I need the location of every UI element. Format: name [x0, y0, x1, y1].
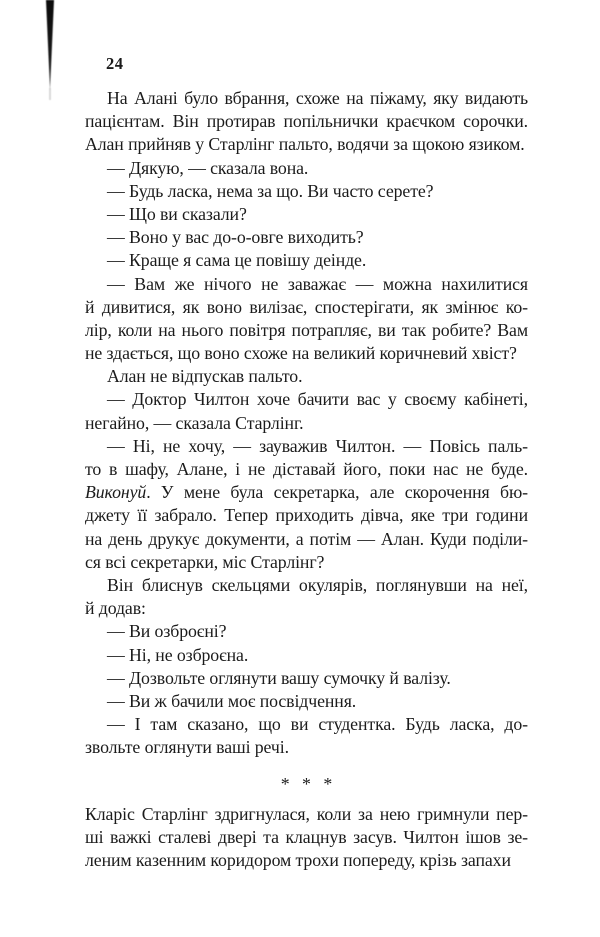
paragraph	[85, 226, 528, 249]
paragraph	[85, 273, 528, 366]
text-line: негайно, — сказала Старлінг.	[85, 412, 304, 433]
text-line: — Ні, не хочу, — зауважив Чилтон. — Повісь паль-	[107, 435, 528, 456]
text-segment: . У мене була секретарка, але скорочення бю-	[146, 482, 528, 503]
text-line: — Що ви сказали?	[107, 203, 247, 224]
paragraph	[85, 249, 528, 272]
text-line	[85, 481, 528, 504]
text-line: лір, коли на нього повітря потрапляє, ви так робите? Вам	[85, 319, 528, 340]
text-line: звольте оглянути ваші речі.	[85, 737, 289, 758]
text-line: Алан прийняв у Старлінг пальто, водячи за щокою язиком.	[85, 134, 525, 155]
text-line: й дивитися, як воно вилізає, спостерігати, як змінює ко-	[85, 296, 528, 317]
text-line: — Доктор Чилтон хоче бачити вас у своєму кабінеті,	[107, 389, 528, 410]
text-line: — Ні, не озброєна.	[107, 644, 249, 665]
paragraph	[85, 388, 528, 434]
text-line: — Краще я сама це повішу деінде.	[107, 250, 367, 271]
paragraph	[85, 644, 528, 667]
paragraph	[85, 713, 528, 759]
paragraph	[85, 574, 528, 620]
paragraph	[85, 690, 528, 713]
text-line: ся всі секретарки, міс Старлінг?	[85, 551, 325, 572]
paragraph	[85, 620, 528, 643]
text-line: — Ви ж бачили моє посвідчення.	[107, 690, 357, 711]
text-line: пацієнтам. Він протирав попільнички краєчком сорочки.	[85, 111, 528, 132]
paragraph	[85, 667, 528, 690]
section-separator: * * *	[280, 774, 337, 795]
paragraph	[85, 180, 528, 203]
paragraph	[85, 203, 528, 226]
text-line: На Алані було вбрання, схоже на піжаму, яку видають	[107, 88, 528, 108]
text-line: не здається, що воно схоже на великий коричневий хвіст?	[85, 343, 517, 364]
text-line: Він блиснув скельцями окулярів, поглянувши на неї,	[107, 574, 528, 595]
paragraph	[85, 365, 528, 388]
text-line: Кларіс Старлінг здригнулася, коли за нею гримнули пер-	[85, 803, 528, 824]
text-line: леним казенним коридором трохи попереду, крізь запахи	[85, 850, 511, 870]
text-line: Алан не відпускав пальто.	[107, 366, 303, 387]
page-text	[85, 87, 528, 872]
text-line: — Вам же нічого не заважає — можна нахилитися	[107, 273, 528, 294]
text-line: — Воно у вас до-о-овге виходить?	[107, 227, 364, 248]
paragraph	[85, 157, 528, 180]
text-line: ші важкі сталеві двері та клацнув засув. Чилтон ішов зе-	[85, 826, 528, 847]
binding-mark	[43, 0, 59, 110]
text-line: — Дозвольте оглянути вашу сумочку й валізу.	[107, 667, 451, 688]
paragraph	[85, 87, 528, 157]
text-line: — Будь ласка, нема за що. Ви часто серете?	[107, 180, 434, 201]
paragraph	[85, 803, 528, 873]
paragraph	[85, 435, 528, 574]
text-line: — Ви озброєні?	[107, 621, 227, 642]
emphasized-text: Виконуй	[85, 482, 147, 503]
text-line: джету її забрало. Тепер приходить дівча, яке три години	[85, 505, 528, 526]
text-line: — Дякую, — сказала вона.	[107, 157, 309, 178]
text-line: й додав:	[85, 598, 146, 619]
page-number: 24	[106, 54, 124, 73]
text-line: на день друкує документи, а потім — Алан. Куди поділи-	[85, 528, 528, 549]
text-line: — І там сказано, що ви студентка. Будь ласка, до-	[107, 714, 528, 735]
text-line: то в шафу, Алане, і не діставай його, поки нас не буде.	[85, 459, 528, 479]
